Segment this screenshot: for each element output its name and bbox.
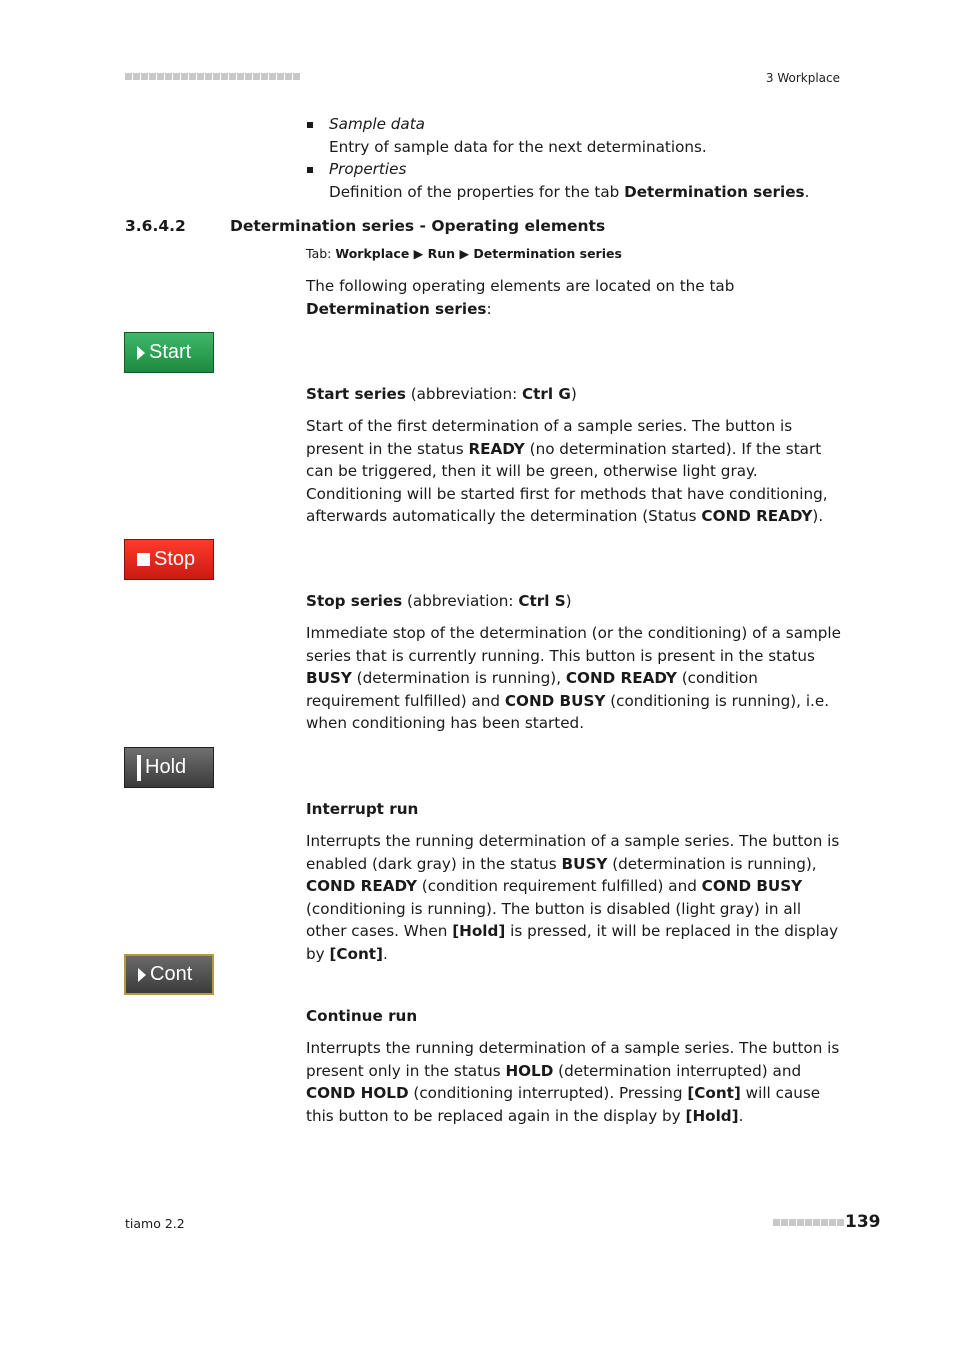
- start-heading: Start series (abbreviation: Ctrl G): [306, 385, 577, 403]
- start-button[interactable]: [124, 332, 214, 373]
- cont-description: Interrupts the running determination of a sample series. The button is present only in the status HOLD (determination interrupted) and COND HOLD (conditioning interrupted). Pressing [Cont] will cause this button to be replaced again in the display by [Hold].: [306, 1039, 840, 1125]
- footer-product: tiamo 2.2: [125, 1216, 185, 1231]
- list-item: [306, 158, 846, 203]
- hold-button-label: Hold: [145, 756, 187, 778]
- play-icon: [137, 346, 145, 360]
- stop-button[interactable]: [124, 539, 214, 580]
- cont-button-label: Cont: [150, 963, 193, 985]
- section-number: 3.6.4.2: [125, 217, 186, 235]
- stop-heading: Stop series (abbreviation: Ctrl S): [306, 592, 572, 610]
- section-title: Determination series - Operating elements: [230, 217, 606, 235]
- bullet-title: Properties: [329, 160, 407, 178]
- stop-description: Immediate stop of the determination (or the conditioning) of a sample series that is currently running. This button is present in the status BUSY (determination is running), COND READY (condition requirement fulfilled) and COND BUSY (conditioning is running), i.e. when conditioning has been started.: [306, 624, 841, 732]
- cont-heading: Continue run: [306, 1007, 418, 1025]
- footer-decoration: [773, 1219, 844, 1226]
- start-button-label: Start: [149, 341, 192, 363]
- tab-path: Tab: Workplace ▶ Run ▶ Determination series: [306, 246, 622, 261]
- list-item: [306, 113, 846, 158]
- stop-button-label: Stop: [154, 548, 196, 570]
- page-number: 139: [845, 1212, 881, 1232]
- pause-icon: [137, 755, 141, 781]
- start-description: Start of the first determination of a sample series. The button is present in the status READY (no determination started). If the start can be triggered, then it will be green, otherwise light gray. Conditioning will be started first for methods that have conditioning, afterwards automatically the determination (Status COND READY).: [306, 417, 828, 525]
- bullet-desc: Definition of the properties for the tab Determination series.: [329, 182, 810, 201]
- header-decoration: [125, 73, 300, 80]
- stop-icon: [137, 553, 150, 566]
- header-chapter: 3 Workplace: [765, 71, 840, 85]
- bullet-desc: Entry of sample data for the next determinations.: [329, 137, 707, 156]
- play-icon: [138, 968, 146, 982]
- hold-button[interactable]: [124, 747, 214, 788]
- intro-paragraph: The following operating elements are located on the tab Determination series:: [306, 277, 735, 318]
- bullet-list: [306, 113, 846, 203]
- hold-description: Interrupts the running determination of a sample series. The button is enabled (dark gray) in the status BUSY (determination is running), COND READY (condition requirement fulfilled) and COND BUSY (conditioning is running). The button is disabled (light gray) in all other cases. When [Hold] is pressed, it will be replaced in the display by [Cont].: [306, 832, 840, 963]
- hold-heading: Interrupt run: [306, 800, 419, 818]
- bullet-title: Sample data: [329, 115, 425, 133]
- cont-button[interactable]: [124, 954, 214, 995]
